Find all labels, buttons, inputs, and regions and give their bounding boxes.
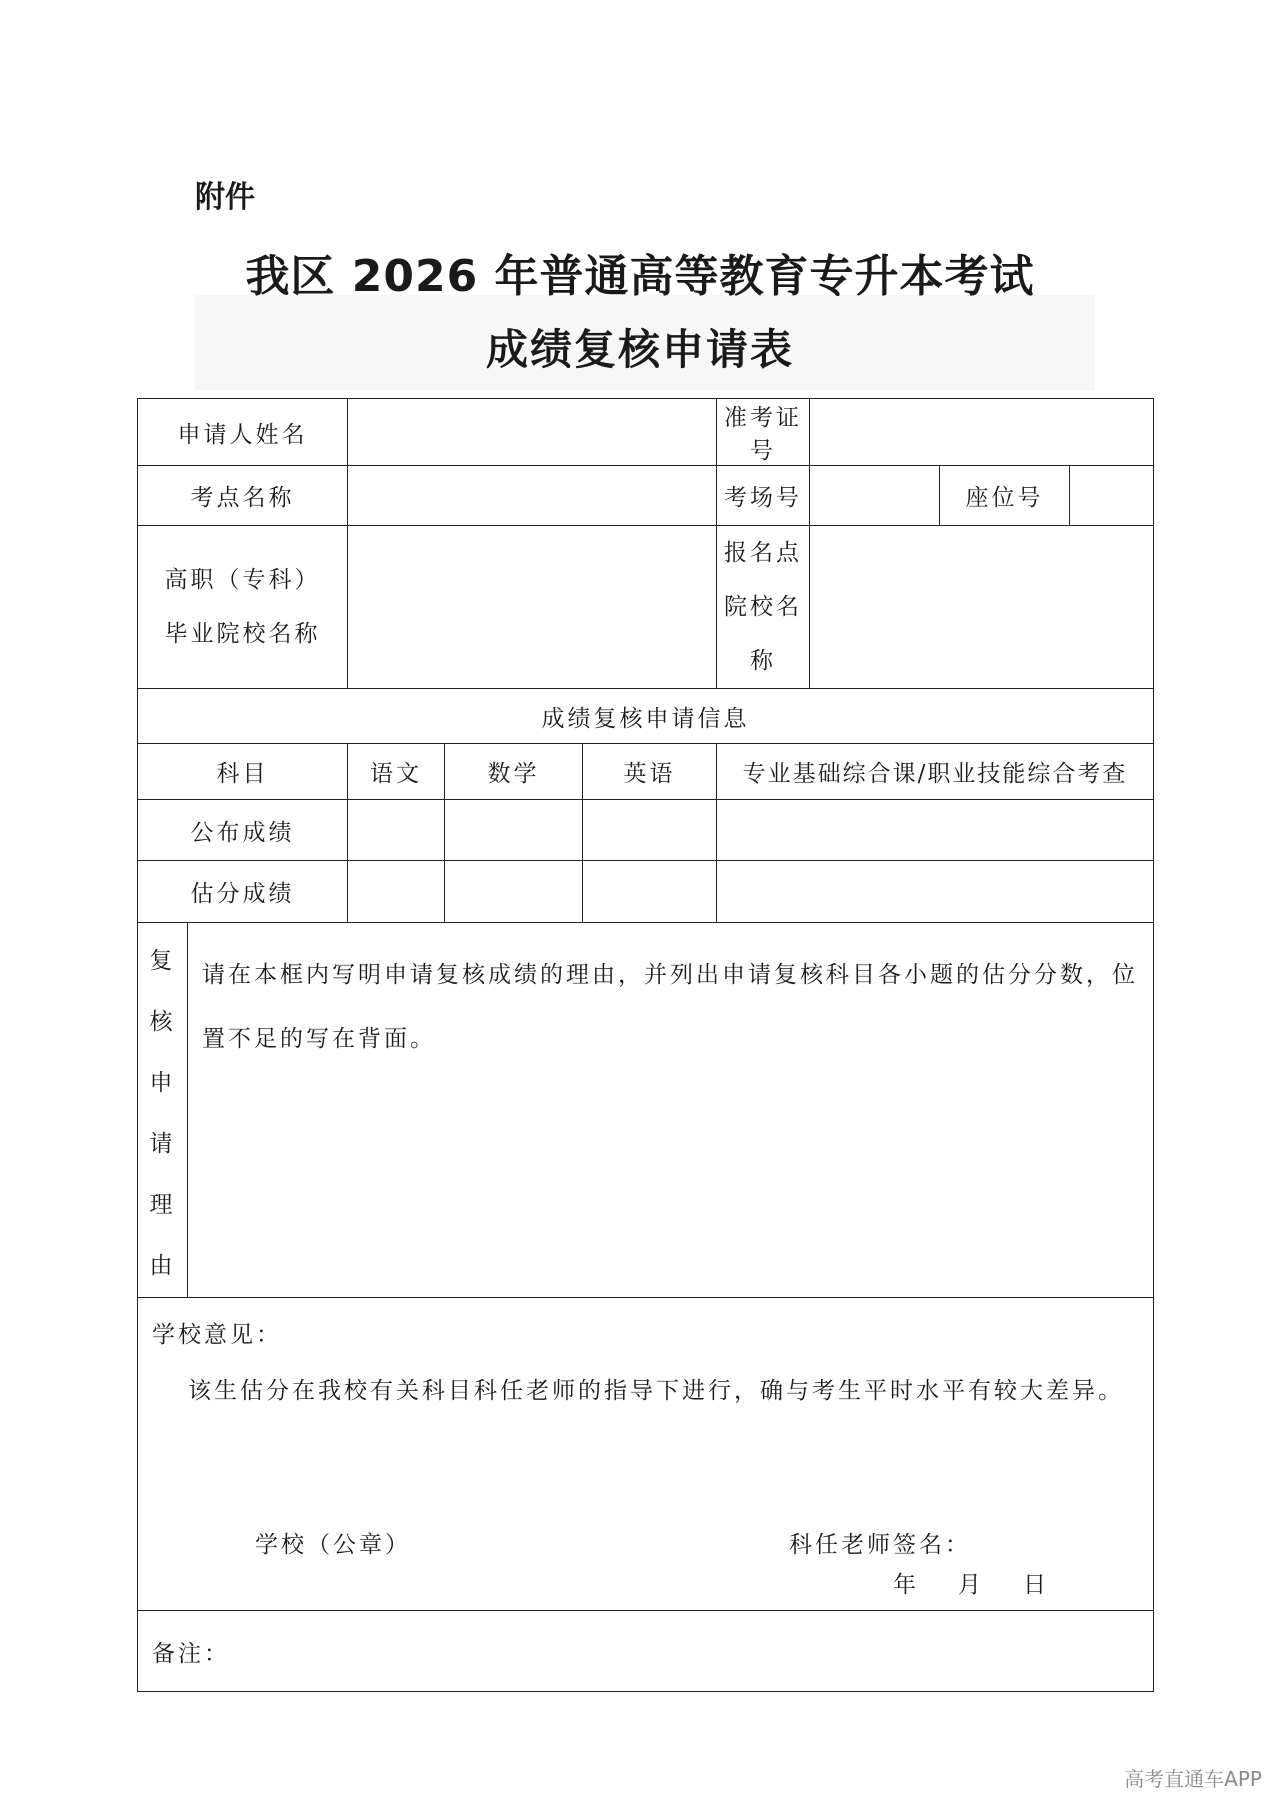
- estimated-score-math[interactable]: [445, 861, 583, 923]
- row-section-title: [138, 689, 1154, 744]
- school-opinion-text: 该生估分在我校有关科目科任老师的指导下进行，确与考生平时水平有较大差异。: [188, 1378, 1124, 1404]
- reason-label-char: 核: [149, 1009, 176, 1035]
- teacher-signature-label[interactable]: 科任老师签名：: [789, 1532, 971, 1558]
- subjects-header: 科目: [138, 744, 348, 800]
- row-college: [138, 526, 1154, 689]
- published-score-math[interactable]: [445, 800, 583, 861]
- form-subtitle: 成绩复核申请表: [485, 325, 794, 374]
- subject-math: 数学: [445, 744, 583, 800]
- row-published-score: [138, 800, 1154, 861]
- remarks-label[interactable]: 备注：: [138, 1611, 1154, 1692]
- watermark: 高考直通车APP: [1124, 1767, 1262, 1791]
- admission-ticket-field[interactable]: [810, 399, 1154, 466]
- estimated-score-english[interactable]: [583, 861, 717, 923]
- applicant-name-label: 申请人姓名: [138, 399, 348, 466]
- published-score-chinese[interactable]: [348, 800, 445, 861]
- reason-label-char: 复: [149, 948, 176, 974]
- published-score-english[interactable]: [583, 800, 717, 861]
- row-remarks: [138, 1611, 1154, 1692]
- date-day: 日: [1023, 1572, 1049, 1598]
- subject-professional: 专业基础综合课/职业技能综合考查: [717, 744, 1154, 800]
- registration-field[interactable]: [810, 526, 1154, 689]
- registration-label-line1: 报名点: [724, 540, 803, 566]
- reason-label-char: 理: [149, 1192, 176, 1218]
- seat-field[interactable]: [1070, 466, 1154, 526]
- reason-label-char: 申: [149, 1070, 176, 1096]
- form-title: 我区 2026 年普通高等教育专升本考试: [245, 251, 1035, 302]
- published-score-professional[interactable]: [717, 800, 1154, 861]
- applicant-name-field[interactable]: [348, 399, 717, 466]
- college-label-line1: 高职（专科）: [164, 567, 321, 593]
- published-score-label: 公布成绩: [138, 800, 348, 861]
- college-field[interactable]: [348, 526, 717, 689]
- review-application-form: [137, 398, 1154, 1692]
- reason-label-char: 请: [149, 1131, 176, 1157]
- college-label: [138, 526, 348, 689]
- seat-label: 座位号: [940, 466, 1070, 526]
- school-seal-label: 学校（公章）: [255, 1532, 411, 1558]
- reason-field[interactable]: 请在本框内写明申请复核成绩的理由，并列出申请复核科目各小题的估分分数，位置不足的写在背面。: [188, 923, 1154, 1298]
- date-year: 年: [893, 1572, 919, 1598]
- subject-chinese: 语文: [348, 744, 445, 800]
- college-label-line2: 毕业院校名称: [164, 621, 321, 647]
- reason-label: [138, 923, 188, 1298]
- subject-english: 英语: [583, 744, 717, 800]
- estimated-score-chinese[interactable]: [348, 861, 445, 923]
- admission-ticket-label: 准考证号: [717, 399, 810, 466]
- row-reason: [138, 923, 1154, 1298]
- exam-room-field[interactable]: [810, 466, 940, 526]
- attachment-label: 附件: [195, 180, 255, 215]
- school-opinion-label: 学校意见：: [152, 1322, 282, 1348]
- registration-label-line2: 院校名称: [724, 594, 803, 674]
- exam-room-label: 考场号: [717, 466, 810, 526]
- school-opinion-section: [138, 1298, 1154, 1611]
- row-applicant: [138, 399, 1154, 466]
- estimated-score-professional[interactable]: [717, 861, 1154, 923]
- row-school-opinion: [138, 1298, 1154, 1611]
- date-month: 月: [958, 1572, 984, 1598]
- reason-label-char: 由: [149, 1253, 176, 1279]
- exam-site-label: 考点名称: [138, 466, 348, 526]
- row-estimated-score: [138, 861, 1154, 923]
- exam-site-field[interactable]: [348, 466, 717, 526]
- row-exam-site: [138, 466, 1154, 526]
- estimated-score-label: 估分成绩: [138, 861, 348, 923]
- section-title: 成绩复核申请信息: [138, 689, 1154, 744]
- registration-label: [717, 526, 810, 689]
- row-subjects: [138, 744, 1154, 800]
